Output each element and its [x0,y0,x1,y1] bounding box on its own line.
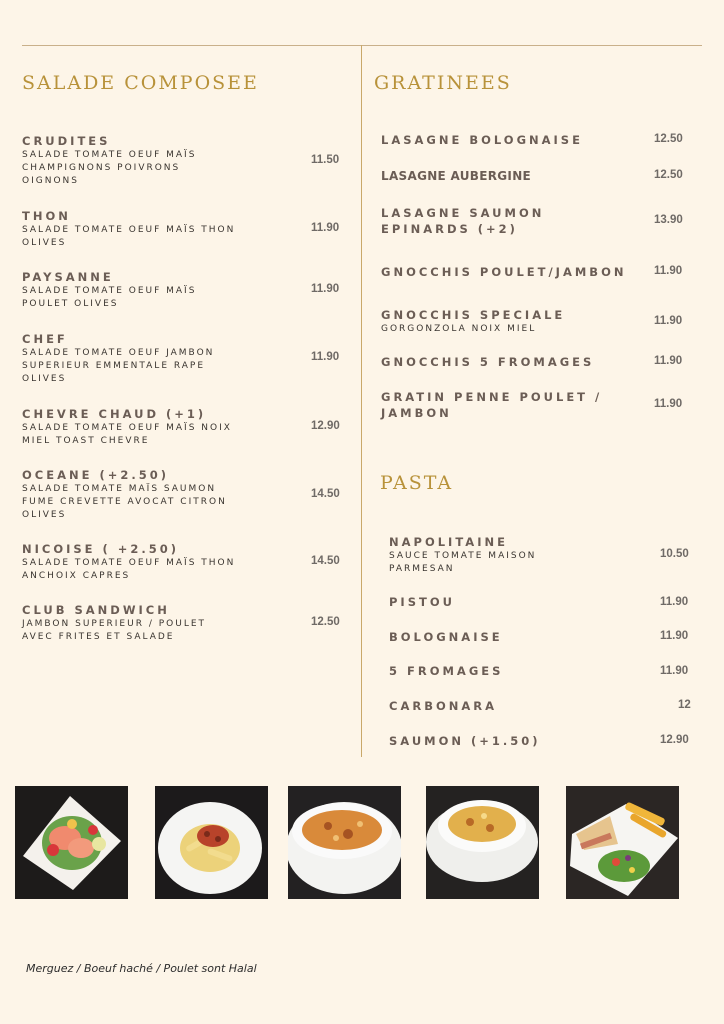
menu-item-gratin-penne [381,389,602,421]
item-name: BOLOGNAISE [389,630,503,644]
halal-notice: Merguez / Boeuf haché / Poulet sont Halal [26,962,257,975]
column-divider [361,45,362,757]
menu-item-gnocchis-poulet-jambon [381,264,626,280]
item-description: SALADE TOMATE OEUF MAÏS THON ANCHOIX CAPRES [22,558,236,581]
photo-gnocchis-gratin [426,786,539,899]
item-name: THON [22,209,71,223]
item-description: SALADE TOMATE OEUF MAÏS NOIX MIEL TOAST CHEVRE [22,423,232,446]
item-price: 11.90 [654,265,683,277]
item-name: LASAGNE AUBERGINE [381,169,532,183]
menu-item-gnocchis-speciale [381,307,565,336]
item-price: 11.90 [654,355,683,367]
pasta-section-title: PASTA [380,472,454,494]
item-name: CHEVRE CHAUD (+1) [22,407,207,421]
item-description: GORGONZOLA NOIX MIEL [381,324,537,334]
item-description: SALADE TOMATE OEUF JAMBON SUPERIEUR EMMENTALE RAPE OLIVES [22,348,215,384]
photo-club-sandwich [566,786,679,899]
top-divider [22,45,702,46]
menu-item-thon [22,208,235,250]
item-price: 11.90 [654,315,683,327]
menu-item-pistou [389,594,455,610]
menu-item-nicoise [22,541,235,583]
item-price: 12.50 [311,616,340,628]
item-price: 12.50 [654,133,683,145]
gratinees-section-title: GRATINEES [374,72,512,94]
item-price: 11.90 [311,351,340,363]
menu-item-napolitaine [389,534,536,576]
menu-item-5-fromages [389,663,503,679]
item-description: SALADE TOMATE OEUF MAÏS POULET OLIVES [22,286,197,309]
item-price: 11.90 [311,283,340,295]
menu-item-bolognaise [389,629,503,645]
item-price: 11.90 [660,665,689,677]
menu-item-crudites [22,133,196,188]
menu-item-lasagne-aubergine [381,168,531,184]
item-name: LASAGNE SAUMON EPINARDS (+2) [381,206,545,236]
item-description: SALADE TOMATE OEUF MAÏS CHAMPIGNONS POIVRONS OIGNONS [22,150,197,186]
item-description: SALADE TOMATE MAÏS SAUMON FUME CREVETTE AVOCAT CITRON OLIVES [22,484,227,520]
photo-salade-oceane [15,786,128,899]
item-description: SAUCE TOMATE MAISON PARMESAN [389,551,537,574]
item-name: 5 FROMAGES [389,664,504,678]
item-name: NICOISE ( +2.50) [22,542,180,556]
salade-section-title: SALADE COMPOSEE [22,72,259,94]
menu-item-lasagne-bolognaise [381,132,583,148]
menu-item-saumon [389,733,541,749]
photo-penne-bolognaise [155,786,268,899]
item-description: JAMBON SUPERIEUR / POULET AVEC FRITES ET SALADE [22,619,207,642]
item-name: GNOCCHIS POULET/JAMBON [381,265,627,279]
item-price: 13.90 [654,214,683,226]
item-price: 11.90 [660,596,689,608]
item-name: NAPOLITAINE [389,535,508,549]
menu-item-gnocchis-5-fromages [381,354,594,370]
item-name: CLUB SANDWICH [22,603,170,617]
item-name: GNOCCHIS SPECIALE [381,308,566,322]
menu-item-carbonara [389,698,497,714]
item-price: 10.50 [660,548,689,560]
item-name: CARBONARA [389,699,498,713]
item-name: SAUMON (+1.50) [389,734,541,748]
photo-lasagne-gratin [288,786,401,899]
menu-item-oceane [22,467,227,522]
menu-item-paysanne [22,269,196,311]
menu-item-lasagne-saumon [381,205,544,237]
item-price: 11.90 [660,630,689,642]
item-description: SALADE TOMATE OEUF MAÏS THON OLIVES [22,225,236,248]
item-name: GNOCCHIS 5 FROMAGES [381,355,595,369]
item-name: OCEANE (+2.50) [22,468,169,482]
item-price: 11.90 [654,398,683,410]
item-price: 12.90 [311,420,340,432]
item-name: GRATIN PENNE POULET / JAMBON [381,390,603,420]
item-name: PAYSANNE [22,270,114,284]
menu-item-club-sandwich [22,602,206,644]
item-name: PISTOU [389,595,455,609]
menu-item-chef [22,331,214,386]
item-price: 14.50 [311,555,340,567]
item-name: LASAGNE BOLOGNAISE [381,133,583,147]
item-price: 11.90 [311,222,340,234]
item-price: 14.50 [311,488,340,500]
item-name: CHEF [22,332,68,346]
item-price: 12.90 [660,734,689,746]
item-price: 12.50 [654,169,683,181]
item-price: 12 [678,699,691,711]
item-name: CRUDITES [22,134,111,148]
item-price: 11.50 [311,154,340,166]
menu-item-chevre-chaud [22,406,232,448]
